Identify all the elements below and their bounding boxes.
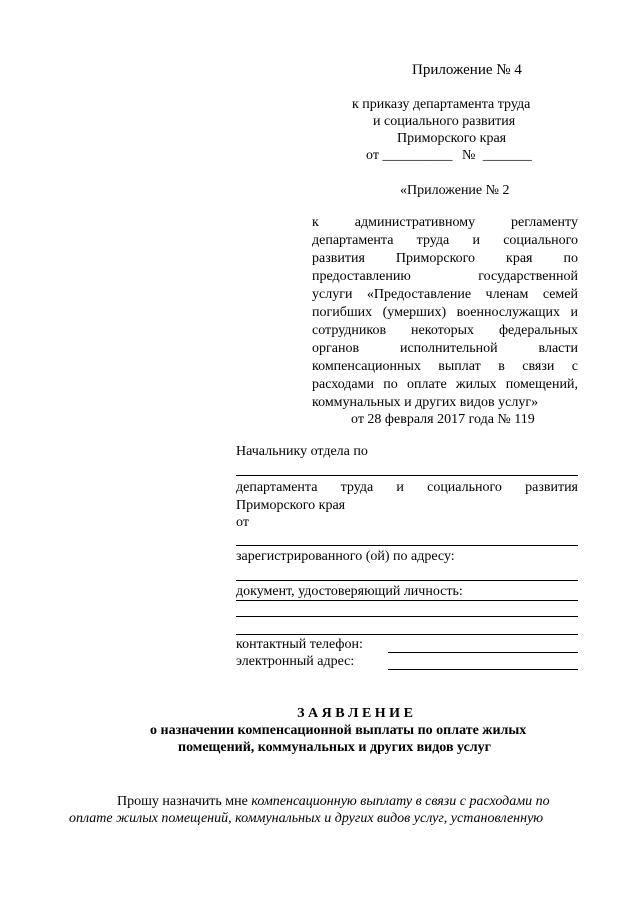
- statement-body-italic: компенсационную выплату в связи с расходами по: [251, 794, 550, 809]
- statement-title: З А Я В Л Е Н И Е: [297, 706, 413, 721]
- order-date-line: [366, 148, 532, 164]
- inner-appendix-line: компенсационных выплат в связи с: [312, 359, 578, 374]
- addressee-region: Приморского края: [236, 498, 346, 513]
- applicant-name-field[interactable]: [236, 545, 578, 546]
- order-line-3: Приморского края: [397, 131, 507, 146]
- registered-address-field[interactable]: [236, 580, 578, 581]
- statement-body-prefix: Прошу назначить мне: [117, 794, 248, 809]
- inner-appendix-title: «Приложение № 2: [400, 183, 510, 198]
- order-number-blank: _______: [482, 148, 532, 163]
- inner-appendix-date: от 28 февраля 2017 года № 119: [351, 412, 535, 427]
- inner-appendix-line: департамента труда и социального: [312, 233, 578, 248]
- addressee-department: департамента труда и социального развития: [236, 480, 578, 495]
- department-name-field[interactable]: [236, 475, 578, 476]
- statement-subtitle-1: о назначении компенсационной выплаты по оплате жилых: [150, 723, 527, 738]
- identity-document-field[interactable]: [236, 600, 578, 601]
- order-line-1: к приказу департамента труда: [352, 97, 531, 112]
- inner-appendix-last-line: коммунальных и других видов услуг»: [312, 395, 539, 410]
- inner-appendix-line: сотрудников некоторых федеральных: [312, 323, 578, 338]
- addressee-from: от: [236, 515, 249, 530]
- inner-appendix-line: расходами по оплате жилых помещений,: [312, 377, 578, 392]
- inner-appendix-line: органов исполнительной власти: [312, 341, 578, 356]
- inner-appendix-line: услуги «Предоставление членам семей: [312, 287, 578, 302]
- inner-appendix-line: к административному регламенту: [312, 215, 578, 230]
- extra-line-field[interactable]: [236, 634, 578, 635]
- identity-document-label: документ, удостоверяющий личность:: [236, 584, 463, 599]
- phone-label: контактный телефон:: [236, 637, 363, 652]
- email-label: электронный адрес:: [236, 654, 355, 669]
- statement-body-line-2: оплате жилых помещений, коммунальных и других видов услуг, установленную: [69, 811, 544, 826]
- identity-document-field-2[interactable]: [236, 616, 578, 617]
- statement-subtitle-2: помещений, коммунальных и других видов услуг: [178, 740, 492, 755]
- order-line-2: и социального развития: [373, 114, 516, 129]
- inner-appendix-line: развития Приморского края по: [312, 251, 578, 266]
- order-date-prefix: от: [366, 148, 379, 163]
- inner-appendix-line: погибших (умерших) военнослужащих и: [312, 305, 578, 320]
- phone-field[interactable]: [388, 652, 578, 653]
- order-date-blank: __________: [382, 148, 453, 163]
- appendix-title: Приложение № 4: [412, 62, 522, 78]
- addressee-to-head: Начальнику отдела по: [236, 444, 368, 459]
- order-number-sign: №: [461, 148, 476, 163]
- email-field[interactable]: [388, 669, 578, 670]
- statement-body-line-1: [117, 794, 550, 810]
- registered-address-label: зарегистрированного (ой) по адресу:: [236, 549, 455, 564]
- inner-appendix-line: предоставлению государственной: [312, 269, 578, 284]
